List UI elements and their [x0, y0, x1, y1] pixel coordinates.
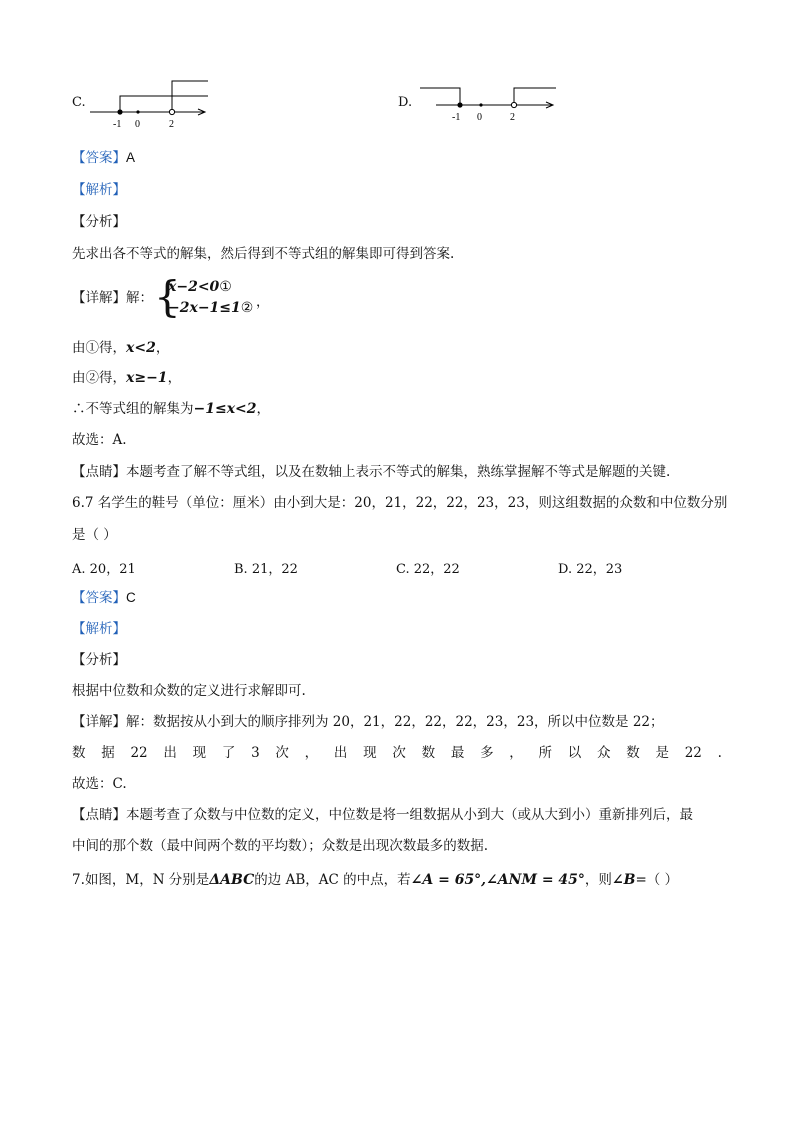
tick-label: 0 [135, 119, 140, 130]
dianjing-text: 本题考查了解不等式组，以及在数轴上表示不等式的解集，熟练掌握解不等式是解题的关键. [126, 464, 671, 480]
step-2-math: x≥−1 [126, 370, 168, 386]
option-c-label: C. [72, 95, 86, 110]
q6-token: 数 [72, 745, 86, 761]
q6-dianjing-tag: 【点睛】 [72, 807, 126, 823]
q6-token: 22 [684, 745, 702, 761]
q6-answer-value: C [126, 590, 136, 605]
q7-stem [72, 871, 678, 889]
q6-token: 现 [363, 745, 377, 761]
q6-token: 数 [626, 745, 640, 761]
q6-fenxi-text: 根据中位数和众数的定义进行求解即可. [72, 683, 306, 699]
q7-part-3: ，则 [584, 872, 612, 888]
q6-token: 出 [333, 745, 348, 761]
system-eq-2: −2x−1≤1 [168, 300, 241, 316]
q6-token: 最 [450, 745, 465, 761]
system-brace: { [154, 272, 181, 321]
xiangjie-prefix: 解： [126, 290, 153, 306]
q6-jiexi-tag: 【解析】 [72, 621, 126, 637]
q7-math-3: ∠B [611, 872, 636, 888]
q6-dianjing-line-2: 中间的那个数（最中间两个数的平均数）；众数是出现次数最多的数据. [72, 838, 489, 854]
tick-label: -1 [452, 112, 461, 123]
answer-value: A [126, 150, 136, 165]
answer-tag: 【答案】 [72, 150, 126, 166]
conclusion-math: −1≤x<2 [193, 401, 257, 417]
q6-token: 以 [567, 745, 582, 761]
dianjing-tag: 【点睛】 [72, 464, 126, 480]
q7-part-4: =（ ） [635, 872, 679, 888]
q6-token: 3 [251, 745, 260, 761]
step-1-suffix: ， [155, 340, 170, 356]
conclusion-prefix: ∴不等式组的解集为 [72, 401, 194, 417]
q6-dianjing-text: 本题考查了众数与中位数的定义，中位数是将一组数据从小到大（或从大到小）重新排列后，最 [126, 807, 693, 823]
step-1-math: x<2 [126, 340, 156, 356]
q6-token: ， [304, 745, 319, 761]
q6-token: . [717, 745, 722, 761]
q7-math-1: ΔABC [209, 872, 255, 888]
answer-line [72, 149, 135, 167]
tick-label: -1 [113, 119, 122, 130]
q7-part-1: 7.如图，M，N 分别是 [72, 872, 210, 888]
q7-part-2: 的边 AB，AC 的中点，若 [254, 872, 411, 888]
system-comma: ， [256, 294, 270, 310]
q6-option-a: A. 20，21 [72, 562, 136, 577]
q6-token: 多 [480, 745, 494, 761]
step-2-suffix: ， [167, 370, 182, 386]
q6-choose: 故选：C. [72, 776, 127, 792]
choose-line: 故选：A. [72, 432, 127, 448]
q6-token: 现 [192, 745, 207, 761]
system-eq-1: x−2<0 [168, 279, 220, 295]
q6-xiangjie-text: 解：数据按从小到大的顺序排列为 20，21，22，22，22，23，23，所以中位数是 22； [126, 714, 664, 730]
option-d-number-line [414, 80, 564, 126]
q6-token: 出 [163, 745, 177, 761]
q6-stem-line-2: 是（ ） [72, 527, 117, 543]
conclusion [72, 400, 270, 418]
q6-option-b: B. 21，22 [234, 562, 298, 577]
q6-option-d: D. 22，23 [558, 562, 623, 577]
q6-token: 22 [130, 745, 148, 761]
q6-answer-tag: 【答案】 [72, 590, 126, 606]
q6-answer-line [72, 589, 136, 607]
q6-token: 据 [101, 745, 115, 761]
q7-math-2: ∠A = 65°,∠ANM = 45° [410, 872, 585, 888]
q6-token: 所 [538, 745, 553, 761]
fenxi-text: 先求出各不等式的解集，然后得到不等式组的解集即可得到答案. [72, 246, 455, 262]
dianjing-line [72, 463, 670, 481]
system-line-2 [168, 300, 253, 316]
step-2 [72, 369, 181, 387]
tick-label: 2 [510, 112, 515, 123]
q6-token: 是 [655, 745, 669, 761]
circle-1: ① [219, 279, 232, 295]
q6-token: ， [509, 745, 523, 761]
tick-label: 2 [169, 119, 174, 130]
xiangjie-tag: 【详解】 [72, 290, 126, 306]
option-c-number-line [86, 74, 216, 130]
q6-xiangjie-line-1 [72, 713, 664, 731]
q6-token: 数 [421, 745, 436, 761]
q6-token: 次 [392, 745, 406, 761]
q6-stem-line-1: 6.7 名学生的鞋号（单位：厘米）由小到大是：20，21，22，22，23，23，则这组数据的众数和中位数分别 [72, 495, 728, 511]
tick-label: 0 [477, 112, 482, 123]
jiexi-tag: 【解析】 [72, 182, 126, 198]
option-d-label: D. [398, 95, 413, 110]
step-1 [72, 339, 169, 357]
q6-token: 了 [221, 745, 236, 761]
q6-fenxi-tag: 【分析】 [72, 652, 126, 668]
q6-token: 众 [597, 745, 611, 761]
fenxi-tag: 【分析】 [72, 214, 126, 230]
q6-dianjing-line-1 [72, 806, 693, 824]
step-1-prefix: 由①得， [72, 340, 126, 356]
q6-xiangjie-tag: 【详解】 [72, 714, 126, 730]
step-2-prefix: 由②得， [72, 370, 126, 386]
q6-token: 次 [275, 745, 289, 761]
conclusion-suffix: ， [256, 401, 271, 417]
circle-2: ② [240, 300, 254, 316]
system-line-1 [168, 279, 232, 295]
xiangjie-line [72, 289, 153, 307]
q6-option-c: C. 22，22 [396, 562, 460, 577]
q6-xiangjie-line-2 [72, 744, 722, 762]
